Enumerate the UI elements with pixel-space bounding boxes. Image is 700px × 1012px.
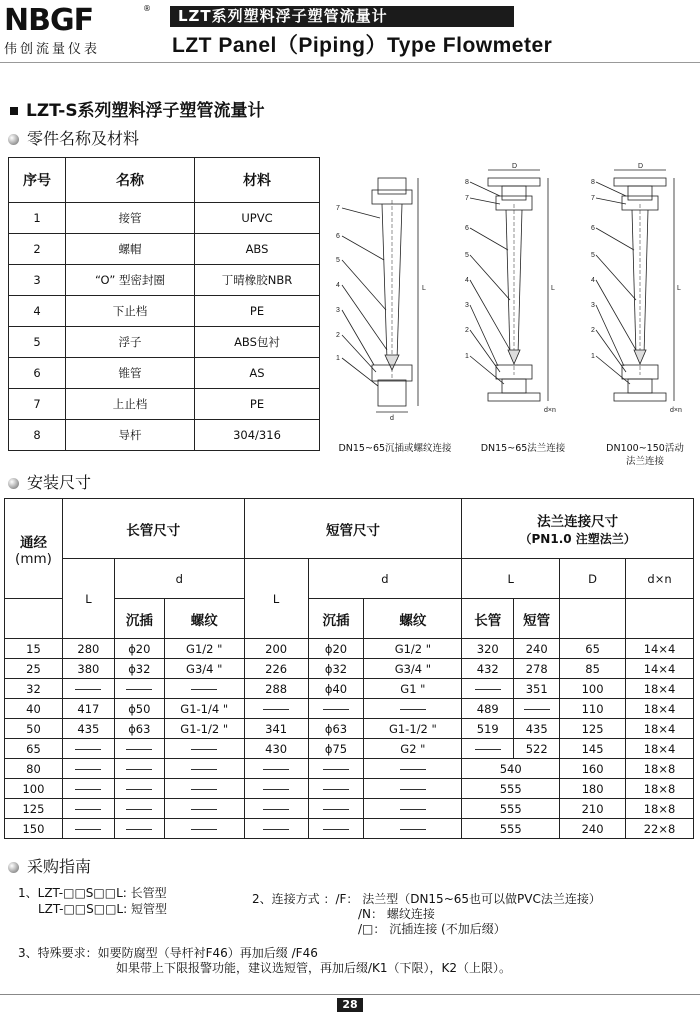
dash-mark [126, 829, 152, 830]
dash-mark [400, 789, 426, 790]
table-cell: 100 [5, 779, 63, 799]
dash-mark [475, 749, 501, 750]
table-cell: 100 [560, 679, 626, 699]
table-cell: 18×4 [626, 679, 694, 699]
table-cell [308, 799, 364, 819]
table-cell: 555 [462, 819, 560, 839]
table-cell [164, 819, 244, 839]
header-title-cn: LZT系列塑料浮子塑管流量计 [170, 6, 514, 27]
table-cell: ϕ40 [308, 679, 364, 699]
guide-item-1a: 1、LZT-□□S□□L: 长管型 [18, 886, 167, 900]
install-header-row-1 [5, 499, 694, 559]
table-row [5, 699, 694, 719]
install-header-row-2: L d L d L D d×n [5, 559, 694, 599]
table-cell: 555 [462, 779, 560, 799]
svg-text:2: 2 [591, 327, 595, 334]
table-cell: G1-1/2 " [164, 719, 244, 739]
svg-text:1: 1 [465, 353, 469, 360]
table-cell [114, 739, 164, 759]
dash-mark [263, 829, 289, 830]
table-cell: 18×4 [626, 699, 694, 719]
page-number: 28 [337, 998, 363, 1012]
table-cell: 522 [514, 739, 560, 759]
table-row [5, 799, 694, 819]
install-table [4, 498, 694, 839]
dash-mark [191, 809, 217, 810]
table-cell: 240 [560, 819, 626, 839]
col-header: 序号 [9, 158, 66, 203]
table-cell [308, 819, 364, 839]
guide-item-2c: /□： 沉插连接 (不加后缀） [358, 922, 506, 936]
table-cell: 280 [62, 639, 114, 659]
brand-logo [4, 3, 152, 57]
table-cell [114, 799, 164, 819]
svg-text:5: 5 [591, 252, 595, 259]
table-cell [462, 679, 514, 699]
table-cell [364, 819, 462, 839]
install-header-row-3: 沉插 螺纹 沉插 螺纹 长管 短管 [5, 599, 694, 639]
table-cell: 150 [5, 819, 63, 839]
dim-L-label: L [422, 285, 426, 292]
table-cell: ϕ20 [114, 639, 164, 659]
table-cell [62, 759, 114, 779]
guide-item-1b: LZT-□□S□□L: 短管型 [38, 902, 167, 916]
dim-d-label: d [390, 415, 394, 422]
svg-text:D: D [638, 163, 644, 170]
dash-mark [75, 749, 101, 750]
table-cell: 65 [560, 639, 626, 659]
round-bullet-icon [8, 478, 19, 489]
section-title: LZT-S系列塑料浮子塑管流量计 [10, 96, 265, 121]
svg-text:3: 3 [465, 302, 469, 309]
table-cell: 180 [560, 779, 626, 799]
table-cell [462, 739, 514, 759]
dash-mark [191, 789, 217, 790]
svg-text:5: 5 [465, 252, 469, 259]
guide-item-2b: /N： 螺纹连接 [358, 907, 435, 921]
table-cell: ϕ20 [308, 639, 364, 659]
header-title-en: LZT Panel（Piping）Type Flowmeter [172, 34, 553, 57]
table-row: 8 导杆 304/316 [9, 420, 320, 451]
dim-dxn-label: d×n [544, 407, 556, 414]
table-cell [308, 779, 364, 799]
table-cell: G1-1/2 " [364, 719, 462, 739]
table-cell: 200 [244, 639, 308, 659]
svg-text:5: 5 [336, 257, 340, 264]
parts-heading: 零件名称及材料 [8, 126, 139, 149]
table-cell [114, 779, 164, 799]
table-row: 2 螺帽 ABS [9, 234, 320, 265]
dash-mark [263, 709, 289, 710]
table-row [5, 759, 694, 779]
dash-mark [191, 749, 217, 750]
svg-text:1: 1 [336, 355, 340, 362]
dash-mark [126, 789, 152, 790]
svg-text:8: 8 [591, 179, 595, 186]
table-cell: 80 [5, 759, 63, 779]
table-cell: 125 [560, 719, 626, 739]
table-cell: 380 [62, 659, 114, 679]
table-cell: G2 " [364, 739, 462, 759]
dash-mark [524, 709, 550, 710]
table-cell: 85 [560, 659, 626, 679]
dash-mark [126, 749, 152, 750]
table-row: 6 锥管 AS [9, 358, 320, 389]
dash-mark [126, 809, 152, 810]
svg-text:6: 6 [591, 225, 595, 232]
parts-header-row [9, 158, 320, 203]
guide-item-2a: 2、连接方式 ：/F： 法兰型（DN15~65也可以做PVC法兰连接） [252, 892, 601, 906]
table-cell [114, 679, 164, 699]
table-cell [364, 759, 462, 779]
table-row [5, 639, 694, 659]
table-cell: 341 [244, 719, 308, 739]
table-row: 4 下止档 PE [9, 296, 320, 327]
table-cell [244, 799, 308, 819]
caption-socket-thread: DN15~65沉插或螺纹连接 [338, 443, 452, 454]
table-row: 3 “O” 型密封圈 丁晴橡胶NBR [9, 265, 320, 296]
col-header: 材料 [195, 158, 320, 203]
table-row [5, 659, 694, 679]
dash-mark [75, 689, 101, 690]
svg-text:L: L [551, 285, 555, 292]
table-cell: ϕ32 [308, 659, 364, 679]
registered-mark: ® [143, 4, 151, 13]
table-cell: 25 [5, 659, 63, 679]
table-cell: G1-1/4 " [164, 699, 244, 719]
table-cell: ϕ32 [114, 659, 164, 679]
table-cell [62, 779, 114, 799]
svg-text:7: 7 [591, 195, 595, 202]
dash-mark [75, 769, 101, 770]
dash-mark [75, 829, 101, 830]
table-cell: ϕ50 [114, 699, 164, 719]
table-cell: 22×8 [626, 819, 694, 839]
table-cell: 519 [462, 719, 514, 739]
table-cell [62, 679, 114, 699]
table-cell: 417 [62, 699, 114, 719]
table-cell: 125 [5, 799, 63, 819]
dash-mark [191, 689, 217, 690]
table-cell: 240 [514, 639, 560, 659]
table-cell [164, 779, 244, 799]
table-cell [364, 699, 462, 719]
table-cell [62, 819, 114, 839]
svg-text:8: 8 [465, 179, 469, 186]
table-cell [114, 759, 164, 779]
dash-mark [323, 809, 349, 810]
round-bullet-icon [8, 862, 19, 873]
table-cell [308, 699, 364, 719]
footer-divider [0, 994, 700, 995]
table-cell: ϕ63 [308, 719, 364, 739]
table-cell [62, 739, 114, 759]
table-row [5, 779, 694, 799]
diagram-socket-thread [336, 178, 426, 422]
table-cell: ϕ63 [114, 719, 164, 739]
table-cell: 540 [462, 759, 560, 779]
table-row [5, 819, 694, 839]
table-cell: G3/4 " [164, 659, 244, 679]
install-heading: 安装尺寸 [8, 470, 91, 493]
parts-table [8, 157, 320, 451]
table-cell: 320 [462, 639, 514, 659]
table-cell: 40 [5, 699, 63, 719]
svg-text:4: 4 [465, 277, 469, 284]
flowmeter-diagrams [330, 160, 700, 450]
table-cell: 351 [514, 679, 560, 699]
caption-flange: DN15~65法兰连接 [480, 443, 566, 454]
table-cell [244, 699, 308, 719]
table-cell [308, 759, 364, 779]
dash-mark [263, 809, 289, 810]
dash-mark [400, 809, 426, 810]
table-cell: 65 [5, 739, 63, 759]
dash-mark [126, 769, 152, 770]
round-bullet-icon [8, 134, 19, 145]
dash-mark [263, 769, 289, 770]
table-cell [62, 799, 114, 819]
dash-mark [191, 829, 217, 830]
dash-mark [323, 709, 349, 710]
table-row [5, 719, 694, 739]
flange-header: 法兰连接尺寸 （PN1.0 注塑法兰） [462, 499, 694, 559]
logo-mark: NBGF [4, 3, 94, 38]
table-cell: 18×8 [626, 759, 694, 779]
table-cell [164, 739, 244, 759]
guide-heading: 采购指南 [8, 854, 91, 877]
svg-text:3: 3 [591, 302, 595, 309]
install-table-body [5, 639, 694, 839]
dash-mark [400, 769, 426, 770]
dash-mark [75, 809, 101, 810]
dash-mark [400, 709, 426, 710]
svg-text:3: 3 [336, 307, 340, 314]
svg-text:6: 6 [336, 233, 340, 240]
dash-mark [323, 789, 349, 790]
table-cell: 160 [560, 759, 626, 779]
table-cell [244, 779, 308, 799]
caption-movable-flange: DN100~150活动 法兰连接 [606, 443, 684, 467]
table-cell [164, 799, 244, 819]
svg-text:4: 4 [591, 277, 595, 284]
svg-text:7: 7 [465, 195, 469, 202]
table-cell: G1/2 " [364, 639, 462, 659]
table-cell: G1 " [364, 679, 462, 699]
header-divider [0, 62, 700, 63]
col-header: 名称 [66, 158, 195, 203]
table-row: 7 上止档 PE [9, 389, 320, 420]
guide-item-3b: 如果带上下限报警功能，建议选短管，再加后缀/K1（下限），K2（上限）。 [116, 961, 512, 975]
table-cell [244, 759, 308, 779]
square-bullet-icon [10, 107, 18, 115]
table-cell: 432 [462, 659, 514, 679]
dash-mark [75, 789, 101, 790]
table-cell: 226 [244, 659, 308, 679]
short-pipe-header: 短管尺寸 [244, 499, 462, 559]
table-cell [514, 699, 560, 719]
guide-item-3a: 3、特殊要求：如要防腐型（导杆衬F46）再加后缀 /F46 [18, 946, 318, 960]
dash-mark [191, 769, 217, 770]
table-cell [114, 819, 164, 839]
dash-mark [126, 689, 152, 690]
table-cell: 18×8 [626, 779, 694, 799]
table-row: 5 浮子 ABS包衬 [9, 327, 320, 358]
table-cell: 50 [5, 719, 63, 739]
table-cell [244, 819, 308, 839]
table-cell: 435 [62, 719, 114, 739]
dash-mark [263, 789, 289, 790]
svg-text:4: 4 [336, 282, 340, 289]
table-cell: ϕ75 [308, 739, 364, 759]
diagram-flange [465, 163, 556, 414]
table-cell [164, 759, 244, 779]
table-cell: 489 [462, 699, 514, 719]
table-cell: 18×4 [626, 719, 694, 739]
table-cell: 15 [5, 639, 63, 659]
svg-text:2: 2 [465, 327, 469, 334]
table-row: 1 接管 UPVC [9, 203, 320, 234]
table-cell: 18×4 [626, 739, 694, 759]
logo-subtitle: 伟创流量仪表 [4, 42, 101, 57]
table-cell: 278 [514, 659, 560, 679]
table-cell: G1/2 " [164, 639, 244, 659]
table-cell: 288 [244, 679, 308, 699]
table-row [5, 739, 694, 759]
dim-D-label: D [512, 163, 518, 170]
dash-mark [323, 769, 349, 770]
table-cell [364, 779, 462, 799]
table-cell: 32 [5, 679, 63, 699]
table-cell: 18×8 [626, 799, 694, 819]
table-cell: 110 [560, 699, 626, 719]
table-cell: 210 [560, 799, 626, 819]
table-cell: 435 [514, 719, 560, 739]
long-pipe-header: 长管尺寸 [62, 499, 244, 559]
svg-text:1: 1 [591, 353, 595, 360]
table-cell: 145 [560, 739, 626, 759]
table-cell: 430 [244, 739, 308, 759]
table-cell: 555 [462, 799, 560, 819]
table-cell: 14×4 [626, 659, 694, 679]
table-cell: 14×4 [626, 639, 694, 659]
svg-text:L: L [677, 285, 681, 292]
table-cell: G3/4 " [364, 659, 462, 679]
dash-mark [475, 689, 501, 690]
dash-mark [400, 829, 426, 830]
table-cell [364, 799, 462, 819]
svg-text:2: 2 [336, 332, 340, 339]
svg-text:7: 7 [336, 205, 340, 212]
svg-text:d×n: d×n [670, 407, 682, 414]
diagram-movable-flange [591, 163, 682, 414]
table-row [5, 679, 694, 699]
dn-header: 通经 (mm) [5, 499, 63, 599]
dash-mark [323, 829, 349, 830]
svg-text:6: 6 [465, 225, 469, 232]
table-cell [164, 679, 244, 699]
